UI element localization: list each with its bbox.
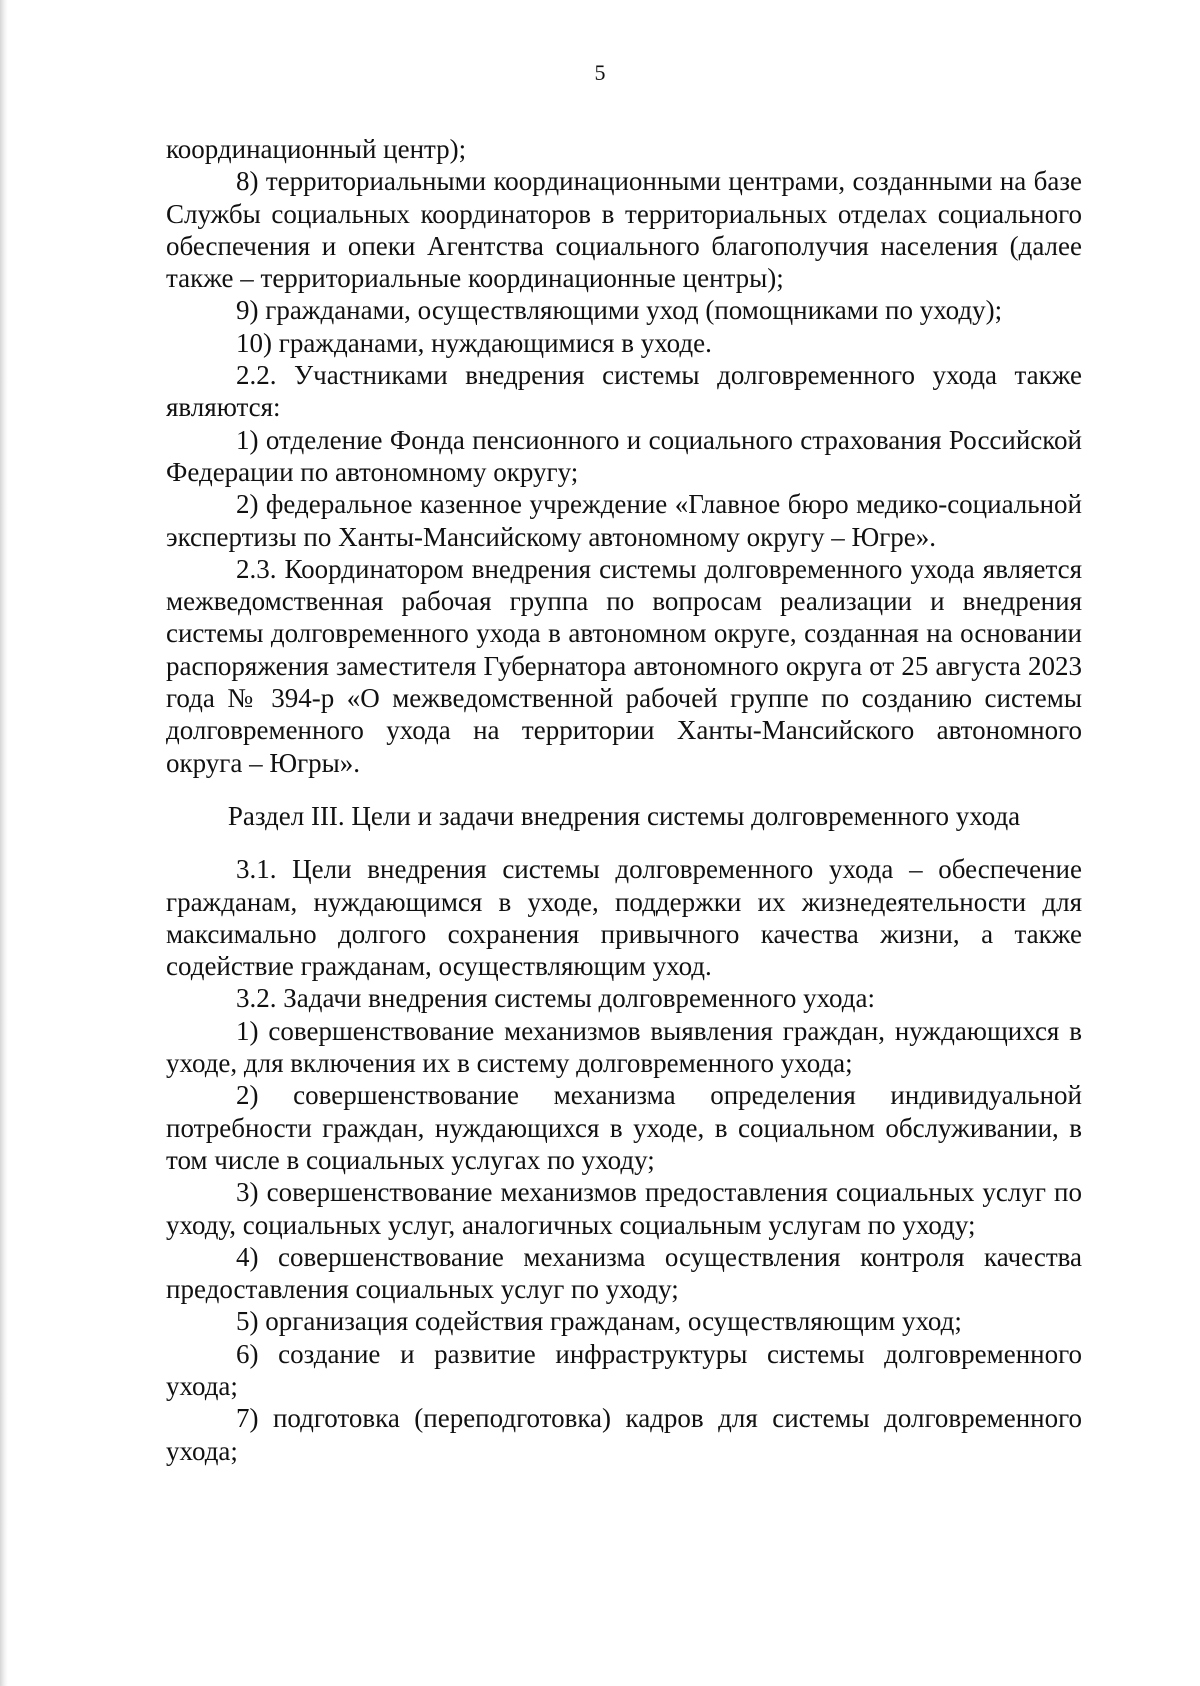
list-item: 10) гражданами, нуждающимися в уходе. [236,327,712,358]
section-heading: Раздел III. Цели и задачи внедрения системы долговременного ухода [227,800,1021,831]
page-number: 5 [594,60,606,85]
list-item: 2) федеральное казенное учреждение «Главное бюро медико-социальной экспертизы по Ханты-Мансийскому автономному округу – Югре». [166,489,1082,552]
list-item: 8) территориальными координационными центрами, созданными на базе Службы социальных координаторов в территориальных отделах социального обеспечения и опеки Агентства социального благополучия населения (далее также – территориальные координационные центры); [166,166,1082,294]
document-body [166,133,1082,1467]
paragraph: 2.3. Координатором внедрения системы долговременного ухода является межведомственная рабочая группа по вопросам реализации и внедрения системы долговременного ухода в автономном округе, созданная на основании распоряжения заместителя Губернатора автономного округа от 25 августа 2023 года № 394-р «О межведомственной рабочей группе по созданию системы долговременного ухода на территории Ханты-Мансийского автономного округа – Югры». [166,553,1082,778]
list-item: 3) совершенствование механизмов предоставления социальных услуг по уходу, социальных услуг, аналогичных социальным услугам по уходу; [166,1177,1082,1240]
paragraph: 3.1. Цели внедрения системы долговременного ухода – обеспечение гражданам, нуждающимся в уходе, поддержки их жизнедеятельности для максимально долгого сохранения привычного качества жизни, а также содействие гражданам, осуществляющим уход. [166,854,1082,982]
list-item: 9) гражданами, осуществляющими уход (помощниками по уходу); [236,295,1003,326]
paragraph: 2.2. Участниками внедрения системы долговременного ухода также являются: [166,360,1082,423]
scan-edge-shadow [0,0,8,1686]
list-item: 6) создание и развитие инфраструктуры системы долговременного ухода; [166,1338,1082,1401]
list-item: 5) организация содействия гражданам, осуществляющим уход; [236,1306,962,1337]
list-item: 2) совершенствование механизма определения индивидуальной потребности граждан, нуждающихся в уходе, в социальном обслуживании, в том числе в социальных услугах по уходу; [166,1080,1082,1175]
list-item: 4) совершенствование механизма осуществления контроля качества предоставления социальных услуг по уходу; [166,1241,1082,1305]
list-item: 1) отделение Фонда пенсионного и социального страхования Российской Федерации по автономному округу; [166,424,1082,487]
paragraph: 3.2. Задачи внедрения системы долговременного ухода: [236,983,875,1014]
paragraph: координационный центр); [166,134,467,164]
list-item: 1) совершенствование механизмов выявления граждан, нуждающихся в уходе, для включения их в систему долговременного ухода; [166,1015,1082,1079]
list-item: 7) подготовка (переподготовка) кадров для системы долговременного ухода; [166,1403,1082,1466]
